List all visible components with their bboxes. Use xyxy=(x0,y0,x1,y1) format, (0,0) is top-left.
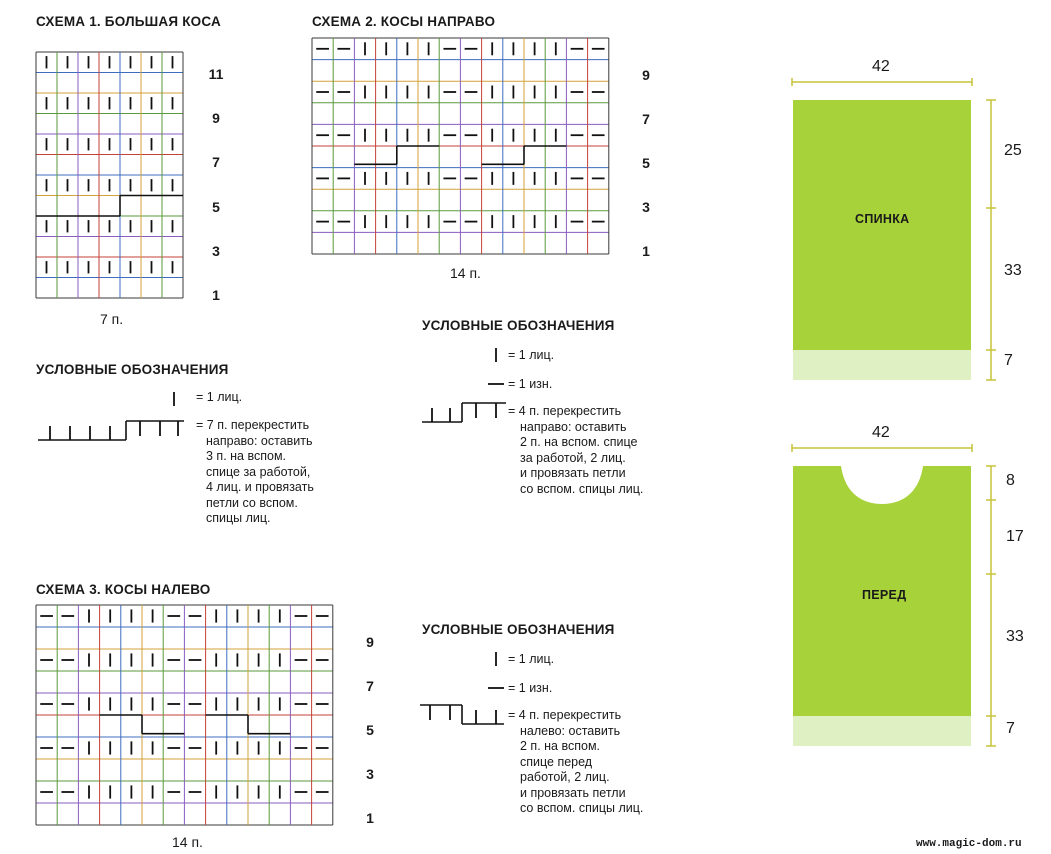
legend1-cable-line: 4 лиц. и провязать xyxy=(206,480,314,494)
back-height-label: 25 xyxy=(1004,142,1022,159)
purl-symbol xyxy=(486,680,508,696)
front-height-label: 8 xyxy=(1006,472,1015,489)
schema1-row-number: 1 xyxy=(212,287,220,303)
legend3-cable-line: 2 п. на вспом. xyxy=(520,739,601,753)
schema1-grid xyxy=(36,52,186,302)
schema3-row-number: 3 xyxy=(366,766,374,782)
legend3-title: УСЛОВНЫЕ ОБОЗНАЧЕНИЯ xyxy=(422,622,615,637)
front-height-dimension-line xyxy=(984,466,998,750)
back-width-dimension-line xyxy=(790,78,974,88)
knit-symbol xyxy=(490,346,506,366)
legend1-cable-line: 3 п. на вспом. xyxy=(206,449,287,463)
schema3-row-number: 1 xyxy=(366,810,374,826)
schema2-title: СХЕМА 2. КОСЫ НАПРАВО xyxy=(312,14,496,29)
schema3-row-number: 9 xyxy=(366,634,374,650)
schema2-row-number: 5 xyxy=(642,155,650,171)
front-height-label: 33 xyxy=(1006,628,1024,645)
legend2-cable-line: 2 п. на вспом. спице xyxy=(520,435,638,449)
legend2-title: УСЛОВНЫЕ ОБОЗНАЧЕНИЯ xyxy=(422,318,615,333)
legend1-cable-line: петли со вспом. xyxy=(206,495,298,510)
legend3-cable-line: работой, 2 лиц. xyxy=(520,770,610,784)
legend2-cable-line: со вспом. спицы лиц. xyxy=(520,481,644,496)
schema1-row-number: 3 xyxy=(212,243,220,259)
schema2-row-number: 1 xyxy=(642,243,650,259)
back-rib-band xyxy=(793,350,971,380)
back-height-label: 7 xyxy=(1004,352,1013,369)
legend2-purl-text: = 1 изн. xyxy=(508,377,553,391)
schema2-width-label: 14 п. xyxy=(450,265,481,281)
front-width-dimension-line xyxy=(790,444,974,454)
legend1-cable-line: спице за работой, xyxy=(206,464,311,479)
legend3-purl-text: = 1 изн. xyxy=(508,681,553,695)
legend1-title: УСЛОВНЫЕ ОБОЗНАЧЕНИЯ xyxy=(36,362,229,377)
legend3-knit-text: = 1 лиц. xyxy=(508,652,555,666)
legend3-cable-line: налево: оставить xyxy=(520,723,621,738)
schema2-grid xyxy=(312,38,610,256)
back-width-label: 42 xyxy=(872,58,890,75)
knit-symbol xyxy=(490,650,506,670)
legend2-knit-text: = 1 лиц. xyxy=(508,348,555,362)
legend2-cable-line: за работой, 2 лиц. xyxy=(520,450,626,465)
legend1-cable-line: направо: оставить xyxy=(206,433,313,448)
legend1-cable-line: спицы лиц. xyxy=(206,511,271,525)
front-piece xyxy=(793,466,971,748)
back-piece-label: СПИНКА xyxy=(855,212,910,226)
schema3-row-number: 5 xyxy=(366,722,374,738)
purl-symbol xyxy=(486,376,508,392)
schema1-width-label: 7 п. xyxy=(100,311,124,327)
schema3-title: СХЕМА 3. КОСЫ НАЛЕВО xyxy=(36,582,211,597)
schema2-row-number: 7 xyxy=(642,111,650,127)
legend3-cable-line: и провязать петли xyxy=(520,785,626,800)
legend2-cable-line: направо: оставить xyxy=(520,419,627,434)
legend2-cable-line: и провязать петли xyxy=(520,466,626,480)
schema1-row-number: 5 xyxy=(212,199,220,215)
cable-right-4-symbol xyxy=(420,400,510,426)
schema2-row-number: 3 xyxy=(642,199,650,215)
cable-left-4-symbol xyxy=(418,702,508,732)
front-piece-label: ПЕРЕД xyxy=(862,588,907,602)
front-width-label: 42 xyxy=(872,424,890,441)
legend2-cable-line: = 4 п. перекрестить xyxy=(508,404,622,418)
cable-right-7-symbol xyxy=(36,418,186,444)
schema1-row-number: 7 xyxy=(212,154,220,170)
schema3-grid xyxy=(36,605,334,827)
schema3-width-label: 14 п. xyxy=(172,834,203,850)
knit-symbol xyxy=(168,390,188,410)
schema1-row-number: 11 xyxy=(208,66,224,82)
back-height-label: 33 xyxy=(1004,262,1022,279)
website-watermark: www.magic-dom.ru xyxy=(916,838,1022,850)
front-height-label: 17 xyxy=(1006,528,1024,545)
legend1-cable-line: = 7 п. перекрестить xyxy=(196,418,310,432)
back-height-dimension-line xyxy=(984,100,998,382)
legend3-cable-line: со вспом. спицы лиц. xyxy=(520,801,644,815)
legend3-cable-line: спице перед xyxy=(520,754,593,769)
legend3-cable-line: = 4 п. перекрестить xyxy=(508,708,622,722)
schema1-title: СХЕМА 1. БОЛЬШАЯ КОСА xyxy=(36,14,221,29)
schema2-row-number: 9 xyxy=(642,67,650,83)
schema1-row-number: 9 xyxy=(212,110,220,126)
schema3-row-number: 7 xyxy=(366,678,374,694)
legend1-knit-text: = 1 лиц. xyxy=(196,390,243,404)
front-height-label: 7 xyxy=(1006,720,1015,737)
